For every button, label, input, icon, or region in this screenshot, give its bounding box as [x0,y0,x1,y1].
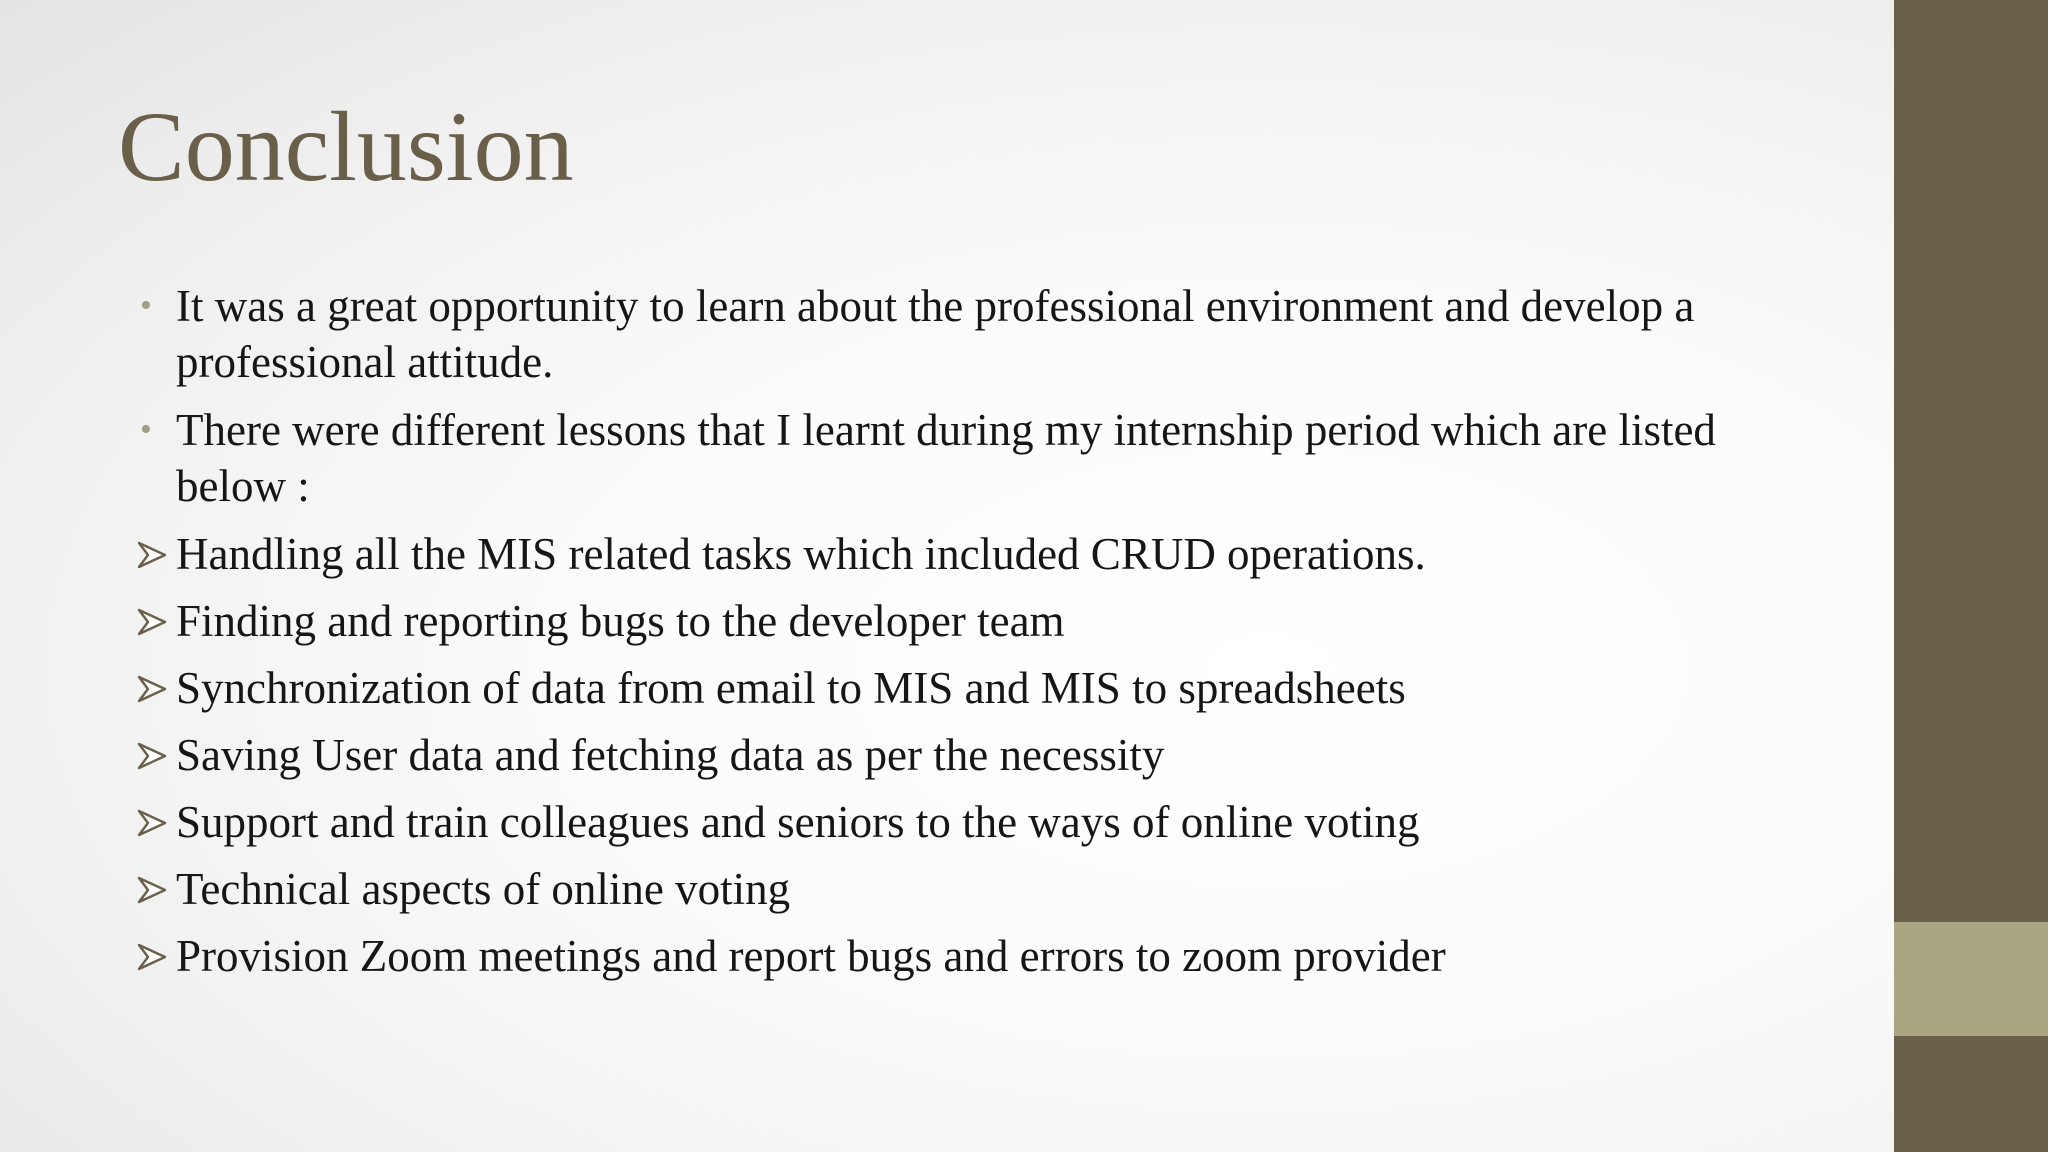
arrowhead-bullet-icon [136,675,168,703]
lesson-text: Saving User data and fetching data as per the necessity [176,730,1165,780]
arrowhead-bullet-icon [136,541,168,569]
lesson-item [138,861,1778,917]
arrowhead-bullet-icon [136,809,168,837]
bullet-text: It was a great opportunity to learn about the professional environment and develop a professional attitude. [176,281,1695,387]
lesson-item [138,593,1778,649]
bullet-dot-icon: • [140,411,152,448]
lesson-item [138,526,1778,582]
bullet-item [138,278,1778,390]
lesson-text: Synchronization of data from email to MIS and MIS to spreadsheets [176,663,1406,713]
bullet-text: There were different lessons that I learnt during my internship period which are listed below : [176,405,1716,511]
decorative-sidebar-accent [1894,922,2048,1036]
lesson-text: Provision Zoom meetings and report bugs and errors to zoom provider [176,931,1446,981]
lesson-text: Technical aspects of online voting [176,864,791,914]
lesson-text: Handling all the MIS related tasks which included CRUD operations. [176,529,1426,579]
bullet-item [138,402,1778,514]
lesson-item [138,660,1778,716]
arrowhead-bullet-icon [136,876,168,904]
lesson-item [138,928,1778,984]
arrowhead-bullet-icon [136,742,168,770]
lesson-item [138,794,1778,850]
arrowhead-bullet-icon [136,608,168,636]
bullet-dot-icon: • [140,287,152,324]
slide-content [138,278,1778,995]
lesson-item [138,727,1778,783]
lesson-text: Finding and reporting bugs to the developer team [176,596,1065,646]
slide-title: Conclusion [118,91,574,202]
lesson-text: Support and train colleagues and seniors to the ways of online voting [176,797,1420,847]
arrowhead-bullet-icon [136,943,168,971]
